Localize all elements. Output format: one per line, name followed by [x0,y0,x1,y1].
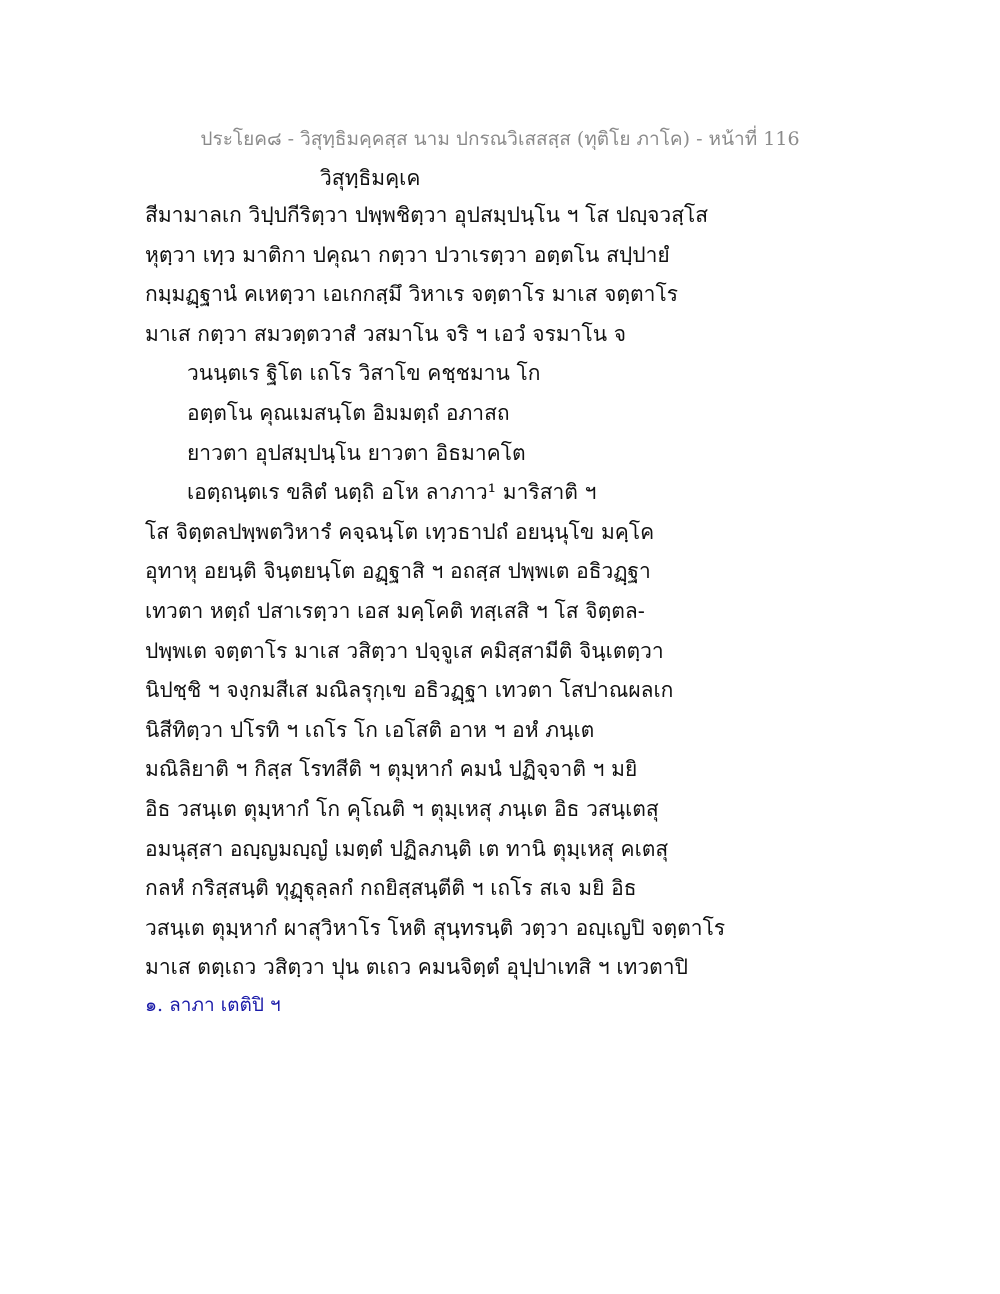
verse-line: วนนฺตเร ฐิโต เถโร วิสาโข คชฺชมาน โก [187,361,541,386]
running-header: ประโยค๘ - วิสุทฺธิมคฺคสฺส นาม ปกรณวิเสสสฺส (ทุติโย ภาโค) - หน้าที่ 116 [200,128,800,150]
text-line: มณิลิยาติ ฯ กิสฺส โรทสีติ ฯ ตุมฺหากํ คมนํ ปฏิจฺจาติ ฯ มยิ [145,757,638,782]
text-line: กลหํ กริสฺสนฺติ ทุฏฺฐุลฺลกํ กถยิสฺสนฺตีติ ฯ เถโร สเจ มยิ อิธ [145,876,637,901]
text-line: นิปชฺชิ ฯ จงฺกมสีเส มณิลรุกฺเข อธิวฏฺฐา เทวตา โสปาณผลเก [145,678,674,703]
text-line: สีมามาลเก วิปฺปกีริตฺวา ปพฺพชิตฺวา อุปสมฺปนฺโน ฯ โส ปญฺจวสฺโส [145,203,709,227]
text-line: ปพฺพเต จตฺตาโร มาเส วสิตฺวา ปจฺจูเส คมิสฺสามีติ จินฺเตตฺวา [145,638,664,663]
text-line: เทวตา หตฺถํ ปสาเรตฺวา เอส มคฺโคติ ทสฺเสสิ ฯ โส จิตฺตล- [145,598,645,623]
text-line: โส จิตฺตลปพฺพตวิหารํ คจฺฉนฺโต เทฺวธาปถํ อยนฺนุโข มคฺโค [145,519,655,544]
footnote: ๑. ลาภา เตติปิ ฯ [145,994,281,1016]
text-line: หุตฺวา เทฺว มาติกา ปคุณา กตฺวา ปวาเรตฺวา อตฺตโน สปฺปายํ [145,242,670,267]
text-line: มาเส กตฺวา สมวตฺตวาสํ วสมาโน จริ ฯ เอวํ จรมาโน จ [145,321,627,346]
text-line: วสนฺเต ตุมฺหากํ ผาสุวิหาโร โหติ สุนฺทรนฺติ วตฺวา อญฺเญปิ จตฺตาโร [145,915,726,940]
text-line: กมฺมฏฺฐานํ คเหตฺวา เอเกกสฺมึ วิหาเร จตฺตาโร มาเส จตฺตาโร [145,282,679,307]
verse-line: อตฺตโน คุณเมสนฺโต อิมมตฺถํ อภาสถ [187,400,510,425]
verse-line: ยาวตา อุปสมฺปนฺโน ยาวตา อิธมาคโต [187,440,526,465]
text-line: อิธ วสนฺเต ตุมฺหากํ โก คุโณติ ฯ ตุมฺเหสุ ภนฺเต อิธ วสนฺเตสุ [145,796,659,821]
text-line: นิสีทิตฺวา ปโรทิ ฯ เถโร โก เอโสติ อาห ฯ อหํ ภนฺเต [145,717,595,742]
text-line: อมนุสฺสา อญฺญมญฺญํ เมตฺตํ ปฏิลภนฺติ เต ทานิ ตุมฺเหสุ คเตสุ [145,836,669,861]
verse-line: เอตฺถนฺตเร ขลิตํ นตฺถิ อโห ลาภาว¹ มาริสาติ ฯ [187,480,597,505]
text-line: มาเส ตตฺเถว วสิตฺวา ปุน ตเถว คมนจิตฺตํ อุปฺปาเทสิ ฯ เทวตาปิ [145,955,688,980]
body-text [145,196,865,988]
section-title: วิสุทฺธิมคฺเค [320,166,421,190]
text-line: อุทาหุ อยนฺติ จินฺตยนฺโต อฏฺฐาสิ ฯ อถสฺส ปพฺพเต อธิวฏฺฐา [145,559,651,584]
